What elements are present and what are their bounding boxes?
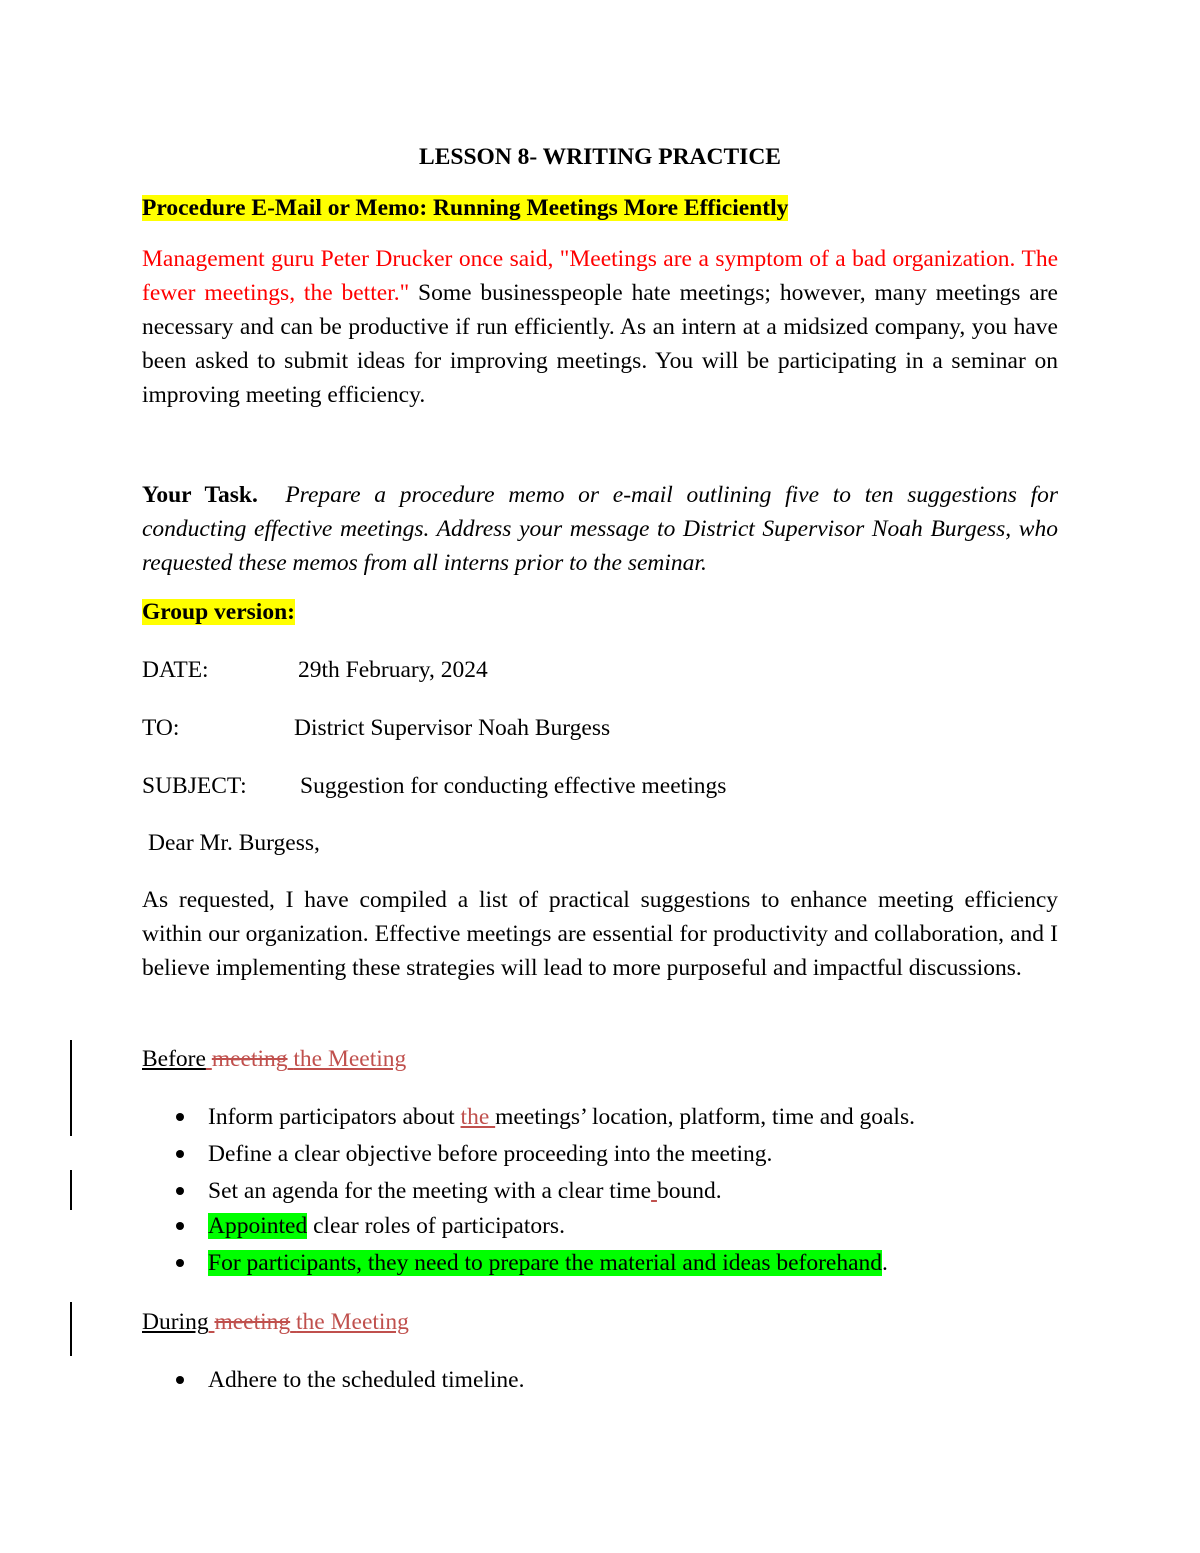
drucker-quote: Management guru Peter Drucker once said, "Meetings are a symptom of a bad organization. The fewer meetings, the better." xyxy=(142,246,1058,306)
memo-subject-value: Suggestion for conducting effective meetings xyxy=(300,773,727,799)
change-bar xyxy=(70,1170,72,1210)
change-bar xyxy=(70,1040,72,1136)
bullet-icon xyxy=(176,1376,184,1384)
bullet-icon xyxy=(176,1259,184,1267)
intro-paragraph xyxy=(142,242,1058,412)
list-item: Adhere to the scheduled timeline. xyxy=(176,1365,525,1395)
memo-to-label: TO: xyxy=(142,715,180,741)
section-heading-inserted: the Meeting xyxy=(296,1309,409,1335)
group-version-label xyxy=(142,597,295,627)
list-item: Appointed clear roles of participators. xyxy=(176,1211,565,1241)
assignment-heading-text: Procedure E-Mail or Memo: Running Meetings More Efficiently xyxy=(142,195,789,221)
memo-subject-label: SUBJECT: xyxy=(142,773,247,799)
list-item: Define a clear objective before proceeding into the meeting. xyxy=(176,1139,772,1169)
memo-date-value: 29th February, 2024 xyxy=(298,657,488,683)
list-item: For participants, they need to prepare the material and ideas beforehand. xyxy=(176,1248,888,1278)
document-title: LESSON 8- WRITING PRACTICE xyxy=(419,144,781,170)
memo-date-label: DATE: xyxy=(142,657,209,683)
list-item: Set an agenda for the meeting with a clear time bound. xyxy=(176,1176,722,1206)
section-heading-inserted: the Meeting xyxy=(293,1046,407,1072)
salutation: Dear Mr. Burgess, xyxy=(148,830,320,856)
task-paragraph xyxy=(142,478,1058,580)
section-heading-before xyxy=(142,1044,406,1074)
intro-rest: Some businesspeople hate meetings; however, many meetings are necessary and can be productive if run efficiently. As an intern at a midsized company, you have been asked to submit ideas for improving meetings. You will be participating in a seminar on improving meeting efficiency. xyxy=(142,280,1058,408)
assignment-heading xyxy=(142,193,788,223)
list-item: Inform participators about the meetings’ location, platform, time and goals. xyxy=(176,1102,915,1132)
memo-to-row xyxy=(142,713,611,743)
memo-date-row xyxy=(142,655,488,685)
task-label: Your Task. xyxy=(142,482,258,508)
bullet-icon xyxy=(176,1187,184,1195)
body-paragraph: As requested, I have compiled a list of practical suggestions to enhance meeting efficiency within our organization. Effective meetings are essential for productivity and collaboration, and I believe implementing these strategies will lead to more purposeful and impactful discussions. xyxy=(142,887,1058,981)
bullet-icon xyxy=(176,1150,184,1158)
group-version-text: Group version: xyxy=(142,599,295,625)
section-heading-deleted: meeting xyxy=(214,1309,291,1335)
section-heading-deleted: meeting xyxy=(211,1046,288,1072)
change-bar xyxy=(70,1302,72,1356)
memo-subject-row xyxy=(142,771,727,801)
memo-to-value: District Supervisor Noah Burgess xyxy=(294,715,611,741)
task-text: Prepare a procedure memo or e-mail outlining five to ten suggestions for conducting effective meetings. Address your message to District Supervisor Noah Burgess, who requested these memos from all interns prior to the seminar. xyxy=(142,482,1059,576)
bullet-icon xyxy=(176,1113,184,1121)
bullet-icon xyxy=(176,1222,184,1230)
section-heading-original: During xyxy=(142,1309,209,1335)
section-heading-during xyxy=(142,1307,409,1337)
section-heading-original: Before xyxy=(142,1046,206,1072)
